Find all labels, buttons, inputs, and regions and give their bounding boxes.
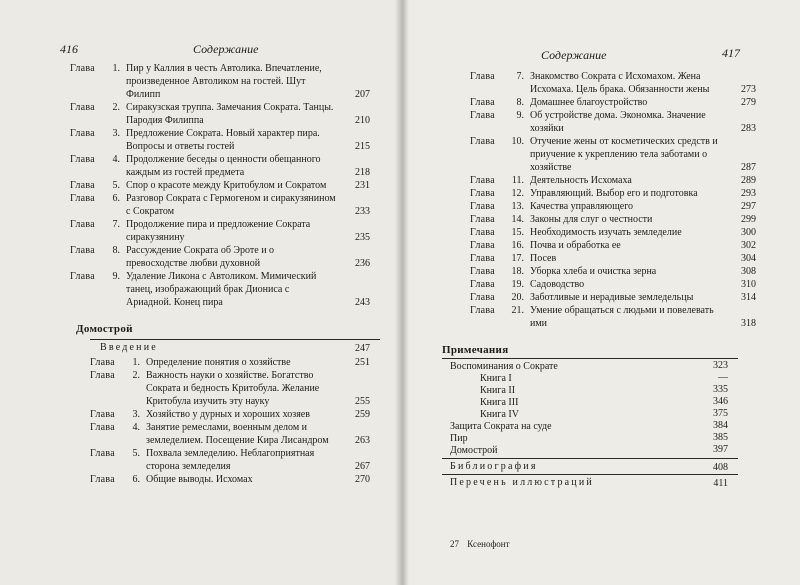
page-ref: 210 [355,115,370,126]
chapter-title: Заботливые и нерадивые земледельцы [530,292,694,303]
chapter-number: 8. [112,245,120,256]
toc-entry[interactable] [90,421,370,447]
toc-entry[interactable] [470,213,756,226]
toc-entry[interactable] [470,226,756,239]
chapter-number: 9. [112,271,120,282]
chapter-title: Предложение Сократа. Новый характер пира. Вопросы и ответы гостей [126,128,320,152]
toc-feast [70,62,370,309]
page-ref: 233 [355,206,370,217]
toc-entry[interactable] [90,356,370,369]
chapter-title: Разговор Сократа с Гермогеном и сиракузянином с Сократом [126,193,336,217]
chapter-label: Глава [470,305,495,316]
chapter-title: Похвала земледелию. Неблагоприятная сторона земледелия [146,448,315,472]
chapter-label: Глава [90,474,115,485]
toc-entry[interactable] [70,218,370,244]
chapter-number: 6. [132,474,140,485]
running-head: Содержание [541,48,607,62]
right-page [402,0,800,585]
page-ref: 314 [741,292,756,303]
chapter-label: Глава [470,201,495,212]
page-ref: 293 [741,188,756,199]
page-ref: 251 [355,357,370,368]
toc-entry[interactable] [90,473,370,486]
toc-entry[interactable] [70,179,370,192]
chapter-title: Садоводство [530,279,585,290]
notes-list [450,360,728,456]
chapter-title: Занятие ремеслами, военным делом и земледелием. Посещение Кира Лисандром [146,422,329,446]
toc-entry[interactable] [470,265,756,278]
chapter-title: Умение обращаться с людьми и повелевать ими [530,305,714,329]
section-rule [442,474,738,475]
note-title: Воспоминания о Сократе [450,361,558,372]
page-ref: 243 [355,297,370,308]
chapter-title: Качества управляющего [530,201,634,212]
chapter-title: Необходимость изучать земледелие [530,227,682,238]
page-ref: 279 [741,97,756,108]
page-ref: 335 [713,384,728,395]
chapter-label: Глава [470,266,495,277]
chapter-title: Отучение жены от косметических средств и приучение к укреплению тела заботами о хозяйстве [530,136,718,173]
toc-entry[interactable] [90,341,370,355]
page-ref: 300 [741,227,756,238]
chapter-label: Глава [470,188,495,199]
chapter-number: 6. [112,193,120,204]
chapter-number: 15. [511,227,524,238]
chapter-label: Глава [70,219,95,230]
chapter-label: Глава [470,110,495,121]
chapter-label: Глава [70,154,95,165]
page-ref: 297 [741,201,756,212]
chapter-title: Важность науки о хозяйстве. Богатство Сократа и бедность Критобула. Желание Критобула изучить эту науку [146,370,320,407]
chapter-number: 13. [511,201,524,212]
note-title: Защита Сократа на суде [450,421,552,432]
page-ref: 231 [355,180,370,191]
chapter-number: 3. [112,128,120,139]
toc-entry[interactable] [70,153,370,179]
chapter-number: 7. [112,219,120,230]
toc-entry[interactable] [470,96,756,109]
page-ref: 287 [741,162,756,173]
toc-entry[interactable] [450,408,728,420]
page-ref: 218 [355,167,370,178]
chapter-number: 19. [511,279,524,290]
toc-entry[interactable] [450,360,728,372]
chapter-label: Глава [90,357,115,368]
chapter-title: Пир у Каллия в честь Автолика. Впечатление, произведенное Автоликом на гостей. Шут Филипп [126,63,322,100]
note-title: Книга IV [480,409,519,420]
note-title: Книга I [480,373,512,384]
page-number: 416 [60,42,78,56]
page-ref: 411 [713,478,728,489]
chapter-label: Глава [470,279,495,290]
section-title-domostroy: Домострой [76,323,133,335]
chapter-label: Глава [70,245,95,256]
toc-entry[interactable] [450,372,728,384]
toc-entry[interactable] [470,109,756,135]
chapter-number: 12. [511,188,524,199]
signature-number: 27 [450,539,459,549]
chapter-title: Посев [530,253,557,264]
page-ref: 323 [713,360,728,371]
toc-entry[interactable] [470,239,756,252]
toc-entry[interactable] [450,384,728,396]
toc-entry[interactable] [450,444,728,456]
toc-notes [450,360,728,456]
page-number: 417 [722,46,740,60]
toc-entry[interactable] [90,369,370,408]
toc-entry[interactable] [70,270,370,309]
page-ref: — [718,372,728,383]
toc-entry[interactable] [70,127,370,153]
chapter-label: Глава [70,193,95,204]
chapter-title: Управляющий. Выбор его и подготовка [530,188,698,199]
chapter-title: Хозяйство у дурных и хороших хозяев [146,409,310,420]
toc-entry[interactable] [90,408,370,421]
chapter-list [470,70,756,330]
note-title: Пир [450,433,468,444]
toc-bibliography [450,460,728,474]
chapter-number: 2. [132,370,140,381]
page-ref: 207 [355,89,370,100]
chapter-number: 20. [511,292,524,303]
chapter-label: Глава [470,136,495,147]
section-rule [90,339,380,340]
page-ref: 235 [355,232,370,243]
chapter-number: 1. [132,357,140,368]
toc-entry[interactable] [470,252,756,265]
chapter-number: 8. [516,97,524,108]
page-ref: 299 [741,214,756,225]
chapter-number: 14. [511,214,524,225]
toc-entry[interactable] [470,200,756,213]
page-ref: 318 [741,318,756,329]
toc-entry[interactable] [470,291,756,304]
chapter-label: Глава [470,214,495,225]
illustrations-label: Перечень иллюстраций [450,477,594,488]
chapter-number: 16. [511,240,524,251]
chapter-title: Определение понятия о хозяйстве [146,357,291,368]
chapter-number: 5. [132,448,140,459]
signature-name: Ксенофонт [467,539,510,549]
chapter-label: Глава [70,63,95,74]
page-ref: 273 [741,84,756,95]
chapter-label: Глава [70,180,95,191]
toc-entry[interactable] [450,476,728,490]
introduction-label: Введение [100,342,158,353]
printer-signature [450,539,510,549]
bibliography-label: Библиография [450,461,538,472]
toc-entry[interactable] [470,174,756,187]
chapter-label: Глава [470,292,495,303]
chapter-number: 1. [112,63,120,74]
domostroy-chapter-list [90,356,370,486]
chapter-label: Глава [70,128,95,139]
chapter-title: Домашнее благоустройство [530,97,648,108]
chapter-number: 17. [511,253,524,264]
chapter-number: 7. [516,71,524,82]
toc-entry[interactable] [450,420,728,432]
page-ref: 304 [741,253,756,264]
chapter-title: Рассуждение Сократа об Эроте и о превосходстве любви духовной [126,245,275,269]
toc-entry[interactable] [470,135,756,174]
page-ref: 263 [355,435,370,446]
toc-illustrations [450,476,728,490]
page-ref: 397 [713,444,728,455]
toc-entry[interactable] [470,304,756,330]
toc-entry[interactable] [70,62,370,101]
page-ref: 302 [741,240,756,251]
toc-domostroy [90,356,370,486]
chapter-label: Глава [90,409,115,420]
toc-introduction [90,341,370,355]
chapter-title: Уборка хлеба и очистка зерна [530,266,657,277]
section-rule [442,358,738,359]
page-ref: 255 [355,396,370,407]
chapter-number: 3. [132,409,140,420]
page-ref: 289 [741,175,756,186]
page-ref: 310 [741,279,756,290]
chapter-title: Об устройстве дома. Экономка. Значение хозяйки [530,110,706,134]
toc-entry[interactable] [470,278,756,291]
page-ref: 346 [713,396,728,407]
page-ref: 385 [713,432,728,443]
page-ref: 267 [355,461,370,472]
chapter-title: Продолжение пира и предложение Сократа сиракузянину [126,219,311,243]
toc-entry[interactable] [70,244,370,270]
page-ref: 408 [713,462,728,473]
chapter-number: 9. [516,110,524,121]
chapter-number: 5. [112,180,120,191]
running-head: Содержание [193,42,259,56]
toc-entry[interactable] [470,70,756,96]
chapter-number: 21. [511,305,524,316]
section-title-notes: Примечания [442,344,509,356]
chapter-title: Продолжение беседы о ценности обещанного каждым из гостей предмета [126,154,321,178]
note-title: Домострой [450,445,498,456]
note-title: Книга II [480,385,516,396]
chapter-label: Глава [470,71,495,82]
chapter-number: 2. [112,102,120,113]
chapter-title: Почва и обработка ее [530,240,621,251]
page-ref: 308 [741,266,756,277]
chapter-title: Спор о красоте между Критобулом и Сократом [126,180,327,191]
chapter-label: Глава [90,370,115,381]
chapter-number: 4. [112,154,120,165]
chapter-label: Глава [470,97,495,108]
chapter-title: Законы для слуг о честности [530,214,653,225]
page-ref: 375 [713,408,728,419]
chapter-label: Глава [90,422,115,433]
chapter-label: Глава [470,240,495,251]
page-ref: 215 [355,141,370,152]
page-ref: 247 [355,343,370,354]
page-ref: 270 [355,474,370,485]
toc-entry[interactable] [70,101,370,127]
chapter-number: 11. [511,175,524,186]
feast-chapter-list [70,62,370,309]
chapter-label: Глава [90,448,115,459]
chapter-label: Глава [70,271,95,282]
chapter-label: Глава [470,253,495,264]
book-gutter [395,0,409,585]
chapter-title: Удаление Ликона с Автоликом. Мимический танец, изображающий брак Диониса с Ариадной. Конец пира [126,271,317,308]
section-rule [442,458,738,459]
chapter-number: 18. [511,266,524,277]
chapter-label: Глава [70,102,95,113]
chapter-title: Общие выводы. Исхомах [146,474,253,485]
chapter-number: 10. [511,136,524,147]
chapter-label: Глава [470,175,495,186]
toc-entry[interactable] [450,396,728,408]
chapter-title: Сиракузская труппа. Замечания Сократа. Танцы. Пародия Филиппа [126,102,334,126]
toc-entry[interactable] [90,447,370,473]
chapter-number: 4. [132,422,140,433]
page-ref: 283 [741,123,756,134]
page-ref: 236 [355,258,370,269]
chapter-title: Деятельность Исхомаха [530,175,632,186]
toc-entry[interactable] [450,460,728,474]
toc-entry[interactable] [450,432,728,444]
toc-right-chapters [470,70,756,330]
toc-entry[interactable] [470,187,756,200]
note-title: Книга III [480,397,519,408]
chapter-title: Знакомство Сократа с Исхомахом. Жена Исхомаха. Цель брака. Обязанности жены [530,71,710,95]
page-ref: 259 [355,409,370,420]
page-ref: 384 [713,420,728,431]
toc-entry[interactable] [70,192,370,218]
chapter-label: Глава [470,227,495,238]
